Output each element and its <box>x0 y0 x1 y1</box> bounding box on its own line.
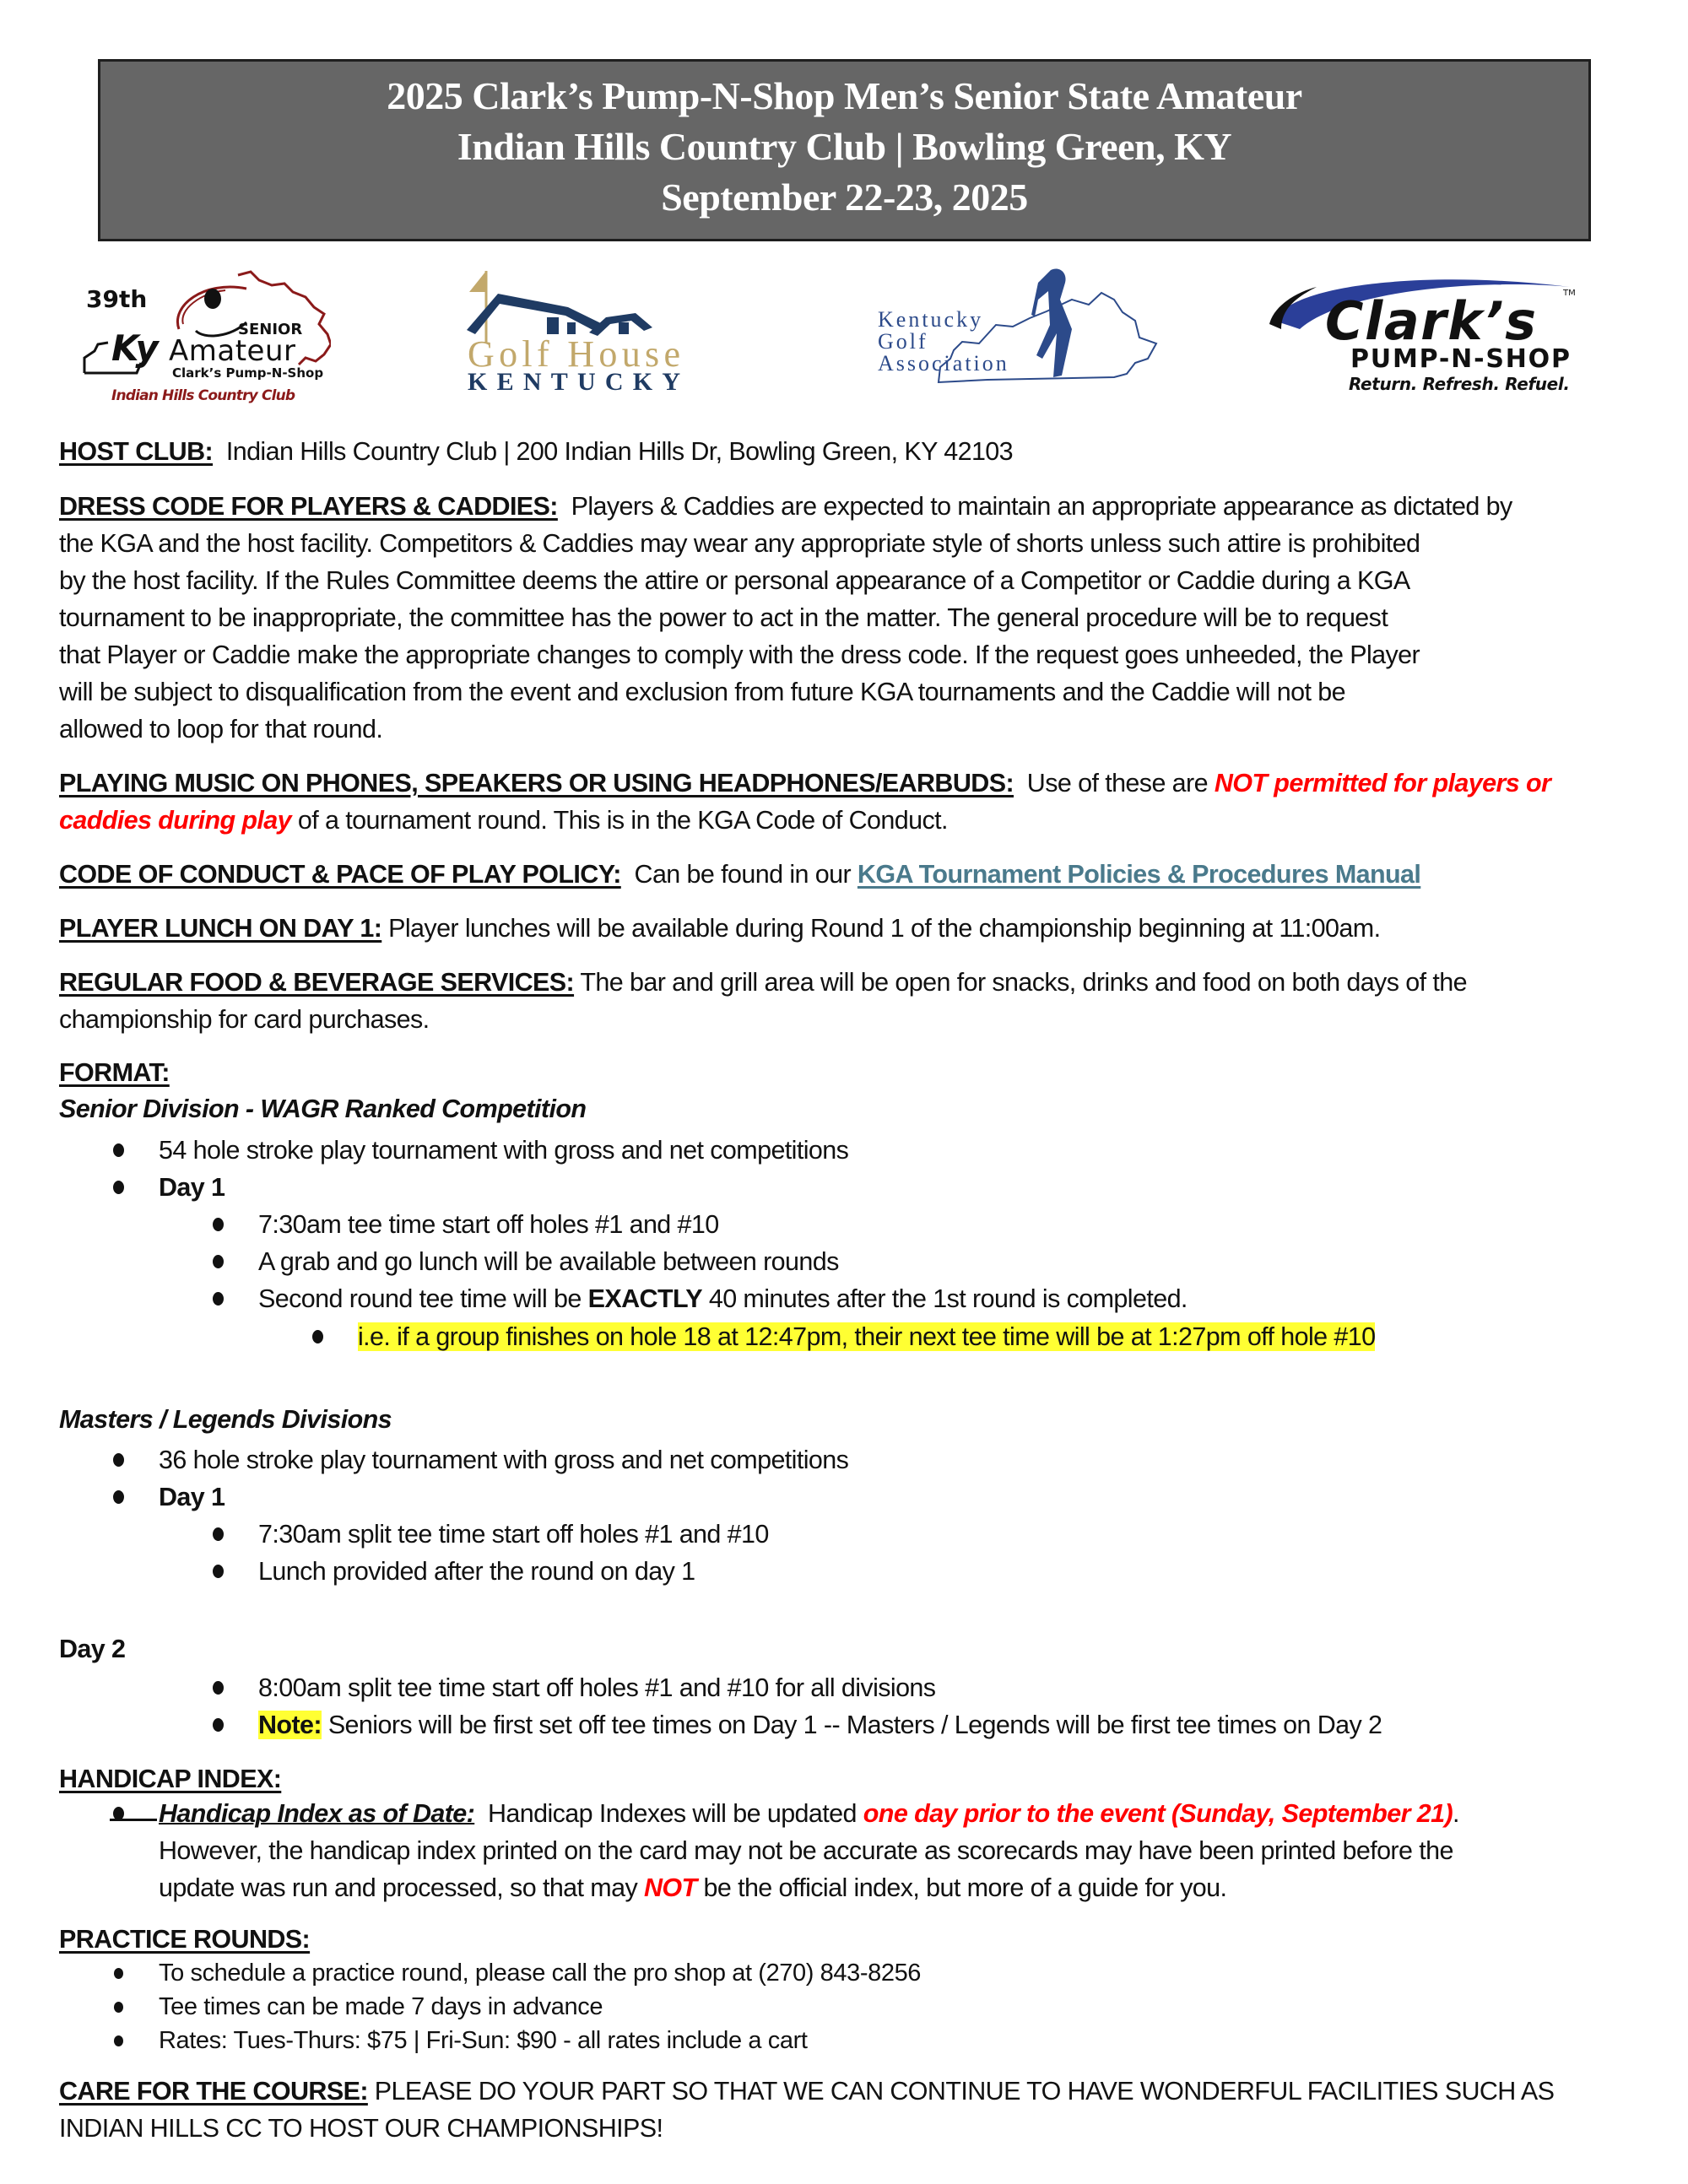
bullet-icon <box>213 1292 224 1306</box>
host-club-address: Indian Hills Country Club | 200 Indian Hills Dr, Bowling Green, KY 42103 <box>225 437 1014 466</box>
handicap-heading: HANDICAP INDEX: <box>59 1765 282 1793</box>
masters-day1-item: 7:30am split tee time start off holes #1 and #10 <box>258 1520 769 1549</box>
title-banner <box>98 59 1591 241</box>
bullet-icon <box>213 1681 224 1695</box>
svg-text:Golf House: Golf House <box>468 333 680 375</box>
kentucky-golf-association-logo <box>869 266 1169 392</box>
bullet-icon <box>213 1718 224 1732</box>
dress-code-line-5: that Player or Caddie make the appropriate changes to comply with the dress code. If the request goes unheeded, the Player <box>59 641 1420 669</box>
dress-code-heading: DRESS CODE FOR PLAYERS & CADDIES: <box>59 492 558 521</box>
svg-text:Kentucky: Kentucky <box>878 307 984 332</box>
ky-senior-amateur-logo <box>78 263 331 407</box>
practice-rounds-heading: PRACTICE ROUNDS: <box>59 1925 311 1954</box>
svg-text:PUMP-N-SHOP: PUMP-N-SHOP <box>1350 344 1570 374</box>
highlighted-example: i.e. if a group finishes on hole 18 at 12:47pm, their next tee time will be at 1:27pm off hole #10 <box>358 1322 1376 1351</box>
day2-item: 8:00am split tee time start off holes #1 and #10 for all divisions <box>258 1673 936 1702</box>
code-of-conduct-section: CODE OF CONDUCT & PACE OF PLAY POLICY: Can be found in our KGA Tournament Policies & Procedures Manual <box>59 860 1421 889</box>
day2-note: Note: Seniors will be first set off tee times on Day 1 -- Masters / Legends will be first tee times on Day 2 <box>258 1711 1382 1739</box>
svg-text:Association: Association <box>878 351 1009 376</box>
svg-text:Ky: Ky <box>111 327 159 369</box>
music-prohibition-emphasis: NOT permitted for players or <box>1214 769 1551 797</box>
music-policy-line-1: PLAYING MUSIC ON PHONES, SPEAKERS OR USING HEADPHONES/EARBUDS: Use of these are NOT permitted for players or <box>59 769 1551 797</box>
bullet-icon <box>213 1218 224 1231</box>
care-for-course-line-2: INDIAN HILLS CC TO HOST OUR CHAMPIONSHIPS! <box>59 2114 663 2143</box>
music-policy-heading: PLAYING MUSIC ON PHONES, SPEAKERS OR USING HEADPHONES/EARBUDS: <box>59 769 1014 797</box>
player-lunch-heading: PLAYER LUNCH ON DAY 1: <box>59 914 382 943</box>
practice-item: To schedule a practice round, please call the pro shop at (270) 843-8256 <box>159 1960 922 1987</box>
senior-day1-item: 7:30am tee time start off holes #1 and #10 <box>258 1210 719 1239</box>
practice-item: Tee times can be made 7 days in advance <box>159 1993 603 2020</box>
care-for-course-heading: CARE FOR THE COURSE: <box>59 2077 368 2106</box>
handicap-line-3: update was run and processed, so that may NOT be the official index, but more of a guide for you. <box>159 1873 1227 1902</box>
practice-item: Rates: Tues-Thurs: $75 | Fri-Sun: $90 - all rates include a cart <box>159 2027 808 2054</box>
second-round-example <box>358 1318 1375 1355</box>
edition-text: 39th <box>86 285 148 313</box>
masters-legends-title: Masters / Legends Divisions <box>59 1405 392 1434</box>
bullet-icon <box>114 2002 123 2013</box>
svg-text:Golf: Golf <box>878 329 928 354</box>
masters-day1-item: Lunch provided after the round on day 1 <box>258 1557 695 1586</box>
bullet-icon <box>114 1968 123 1979</box>
food-beverage-line-1: REGULAR FOOD & BEVERAGE SERVICES: The bar and grill area will be open for snacks, drinks and food on both days of the <box>59 968 1467 997</box>
dress-code-line-4: tournament to be inappropriate, the committee has the power to act in the matter. The general procedure will be to request <box>59 603 1388 632</box>
masters-day1-label: Day 1 <box>159 1483 225 1511</box>
day2-label: Day 2 <box>59 1635 126 1663</box>
bullet-underline <box>110 1819 157 1821</box>
bullet-icon <box>113 1143 124 1157</box>
svg-text:KENTUCKY: KENTUCKY <box>468 368 680 393</box>
handicap-update-date: one day prior to the event (Sunday, September 21) <box>863 1799 1453 1828</box>
care-for-course-line-1: CARE FOR THE COURSE: PLEASE DO YOUR PART SO THAT WE CAN CONTINUE TO HAVE WONDERFUL FACILITIES SUCH AS <box>59 2077 1555 2106</box>
food-beverage-heading: REGULAR FOOD & BEVERAGE SERVICES: <box>59 968 575 997</box>
svg-text:Amateur: Amateur <box>169 334 295 368</box>
svg-text:Indian Hills Country Club: Indian Hills Country Club <box>111 387 295 404</box>
note-label: Note: <box>258 1711 322 1739</box>
dress-code-line-1: DRESS CODE FOR PLAYERS & CADDIES: Players & Caddies are expected to maintain an appropriate appearance as dictated by <box>59 492 1512 521</box>
format-heading: FORMAT: <box>59 1058 170 1087</box>
senior-day1-label: Day 1 <box>159 1173 225 1202</box>
senior-format-item: 54 hole stroke play tournament with gross and net competitions <box>159 1136 849 1165</box>
player-lunch-section: PLAYER LUNCH ON DAY 1: Player lunches will be available during Round 1 of the championship beginning at 11:00am. <box>59 914 1381 943</box>
bullet-icon <box>113 1453 124 1467</box>
event-venue: Indian Hills Country Club | Bowling Green, KY <box>457 125 1232 168</box>
host-club-section <box>59 433 1013 470</box>
dress-code-line-2: the KGA and the host facility. Competitors & Caddies may wear any appropriate style of shorts unless such attire is prohibited <box>59 529 1420 558</box>
golf-house-kentucky-logo <box>463 267 690 393</box>
dress-code-line-3: by the host facility. If the Rules Committee deems the attire or personal appearance of a Competitor or Caddie during a KGA <box>59 566 1410 595</box>
handicap-line-1: Handicap Index as of Date: Handicap Indexes will be updated one day prior to the event (Sunday, September 21). <box>159 1799 1459 1828</box>
bullet-icon <box>113 1181 124 1194</box>
music-policy-line-2: caddies during play of a tournament round. This is in the KGA Code of Conduct. <box>59 806 948 835</box>
dress-code-line-7: allowed to loop for that round. <box>59 715 383 743</box>
bullet-icon <box>213 1565 224 1578</box>
bullet-icon <box>113 1490 124 1504</box>
handicap-label: Handicap Index as of Date: <box>159 1799 475 1828</box>
dress-code-line-6: will be subject to disqualification from the event and exclusion from future KGA tournaments and the Caddie will not be <box>59 678 1345 706</box>
clarks-pump-n-shop-logo <box>1266 270 1587 397</box>
bullet-icon <box>213 1255 224 1268</box>
senior-division-title: Senior Division - WAGR Ranked Competition <box>59 1095 587 1123</box>
food-beverage-line-2: championship for card purchases. <box>59 1005 430 1034</box>
masters-format-item: 36 hole stroke play tournament with gross and net competitions <box>159 1446 849 1474</box>
event-title: 2025 Clark’s Pump-N-Shop Men’s Senior State Amateur <box>387 74 1302 117</box>
svg-text:Return. Refresh. Refuel.: Return. Refresh. Refuel. <box>1349 374 1570 394</box>
host-club-heading: HOST CLUB: <box>59 437 214 466</box>
bullet-icon <box>114 2035 123 2046</box>
svg-text:TM: TM <box>1563 289 1576 298</box>
svg-text:Clark’s: Clark’s <box>1325 290 1536 352</box>
code-of-conduct-heading: CODE OF CONDUCT & PACE OF PLAY POLICY: <box>59 860 621 889</box>
handicap-line-2: However, the handicap index printed on the card may not be accurate as scorecards may have been printed before the <box>159 1836 1453 1865</box>
second-round-rule: Second round tee time will be EXACTLY 40 minutes after the 1st round is completed. <box>258 1284 1188 1313</box>
senior-day1-item: A grab and go lunch will be available between rounds <box>258 1247 839 1276</box>
svg-text:Clark’s Pump-N-Shop: Clark’s Pump-N-Shop <box>172 365 324 381</box>
event-dates: September 22-23, 2025 <box>661 176 1028 219</box>
bullet-icon <box>213 1527 224 1541</box>
bullet-icon <box>312 1330 323 1343</box>
policies-manual-link[interactable]: KGA Tournament Policies & Procedures Manual <box>857 860 1421 889</box>
svg-text:SENIOR: SENIOR <box>238 321 303 338</box>
